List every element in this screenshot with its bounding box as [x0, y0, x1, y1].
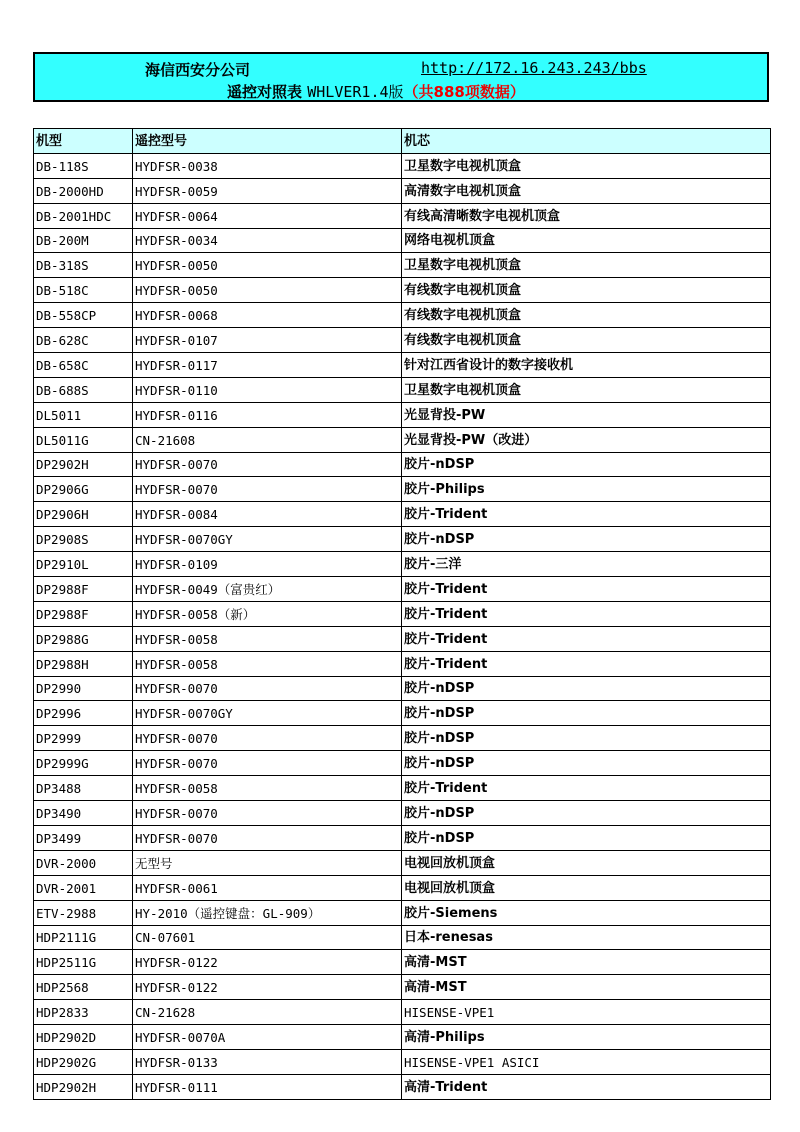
table-row	[34, 328, 771, 353]
cell-chassis: 有线高清晰数字电视机顶盒	[402, 203, 771, 228]
cell-remote: HYDFSR-0068	[133, 303, 402, 328]
cell-model: HDP2511G	[34, 950, 133, 975]
cell-remote: HYDFSR-0111	[133, 1074, 402, 1099]
cell-chassis: 卫星数字电视机顶盒	[402, 377, 771, 402]
cell-chassis: 胶片-Philips	[402, 477, 771, 502]
cell-chassis: 胶片-Trident	[402, 601, 771, 626]
cell-chassis: 针对江西省设计的数字接收机	[402, 353, 771, 378]
table-row	[34, 676, 771, 701]
cell-remote: HYDFSR-0122	[133, 975, 402, 1000]
cell-model: DP2908S	[34, 527, 133, 552]
cell-remote: HYDFSR-0050	[133, 278, 402, 303]
cell-model: HDP2111G	[34, 925, 133, 950]
table-row	[34, 626, 771, 651]
cell-remote: HYDFSR-0064	[133, 203, 402, 228]
table-row	[34, 153, 771, 178]
cell-model: DB-558CP	[34, 303, 133, 328]
cell-model: DVR-2000	[34, 850, 133, 875]
cell-model: DB-200M	[34, 228, 133, 253]
cell-model: DP2988F	[34, 577, 133, 602]
cell-remote: HYDFSR-0122	[133, 950, 402, 975]
table-row	[34, 178, 771, 203]
table-row	[34, 452, 771, 477]
cell-chassis: 高清-Philips	[402, 1025, 771, 1050]
cell-chassis: 卫星数字电视机顶盒	[402, 153, 771, 178]
cell-model: DB-318S	[34, 253, 133, 278]
table-row	[34, 377, 771, 402]
table-row	[34, 875, 771, 900]
table-row	[34, 253, 771, 278]
cell-chassis: 日本-renesas	[402, 925, 771, 950]
cell-model: DP2990	[34, 676, 133, 701]
table-row	[34, 353, 771, 378]
table-body	[34, 153, 771, 1099]
cell-remote: HYDFSR-0070	[133, 801, 402, 826]
table-row	[34, 303, 771, 328]
table-row	[34, 801, 771, 826]
cell-remote: HYDFSR-0070	[133, 477, 402, 502]
table-row	[34, 726, 771, 751]
cell-model: DP2988G	[34, 626, 133, 651]
cell-chassis: 胶片-nDSP	[402, 825, 771, 850]
company-name: 海信西安分公司	[145, 61, 251, 79]
cell-remote: HYDFSR-0061	[133, 875, 402, 900]
cell-model: DP3499	[34, 825, 133, 850]
cell-chassis: 胶片-Trident	[402, 776, 771, 801]
cell-model: DB-518C	[34, 278, 133, 303]
cell-remote: CN-21608	[133, 427, 402, 452]
cell-chassis: 胶片-nDSP	[402, 527, 771, 552]
table-row	[34, 427, 771, 452]
cell-model: DP2902H	[34, 452, 133, 477]
record-count: （共888项数据）	[403, 83, 525, 101]
table-row	[34, 825, 771, 850]
cell-model: DB-688S	[34, 377, 133, 402]
cell-model: DP3490	[34, 801, 133, 826]
table-row	[34, 1074, 771, 1099]
cell-remote: HYDFSR-0107	[133, 328, 402, 353]
table-row	[34, 950, 771, 975]
cell-chassis: 胶片-Trident	[402, 502, 771, 527]
cell-model: DP2999G	[34, 751, 133, 776]
cell-remote: HYDFSR-0070A	[133, 1025, 402, 1050]
table-row	[34, 651, 771, 676]
table-row	[34, 751, 771, 776]
cell-model: DP2910L	[34, 552, 133, 577]
cell-model: DVR-2001	[34, 875, 133, 900]
cell-remote: HYDFSR-0070GY	[133, 701, 402, 726]
table-row	[34, 601, 771, 626]
cell-model: DB-628C	[34, 328, 133, 353]
table-row	[34, 1025, 771, 1050]
cell-chassis: 胶片-nDSP	[402, 751, 771, 776]
table-row	[34, 577, 771, 602]
cell-chassis: 有线数字电视机顶盒	[402, 328, 771, 353]
cell-remote: HYDFSR-0058	[133, 626, 402, 651]
cell-model: DP2988F	[34, 601, 133, 626]
cell-chassis: HISENSE-VPE1	[402, 1000, 771, 1025]
column-header-model: 机型	[34, 129, 133, 154]
cell-chassis: 网络电视机顶盒	[402, 228, 771, 253]
table-row	[34, 925, 771, 950]
cell-chassis: 胶片-nDSP	[402, 701, 771, 726]
column-header-remote: 遥控型号	[133, 129, 402, 154]
cell-chassis: HISENSE-VPE1 ASICI	[402, 1049, 771, 1074]
cell-remote: HYDFSR-0038	[133, 153, 402, 178]
table-row	[34, 203, 771, 228]
cell-chassis: 光显背投-PW	[402, 402, 771, 427]
cell-remote: HYDFSR-0070	[133, 751, 402, 776]
table-row	[34, 402, 771, 427]
cell-remote: HYDFSR-0058（新）	[133, 601, 402, 626]
table-row	[34, 1049, 771, 1074]
cell-remote: HYDFSR-0058	[133, 776, 402, 801]
title-prefix: 遥控对照表	[227, 83, 303, 101]
cell-model: HDP2568	[34, 975, 133, 1000]
cell-chassis: 有线数字电视机顶盒	[402, 303, 771, 328]
cell-chassis: 电视回放机顶盒	[402, 875, 771, 900]
cell-model: DB-2001HDC	[34, 203, 133, 228]
table-row	[34, 900, 771, 925]
document-header	[33, 52, 769, 102]
cell-remote: HYDFSR-0050	[133, 253, 402, 278]
cell-model: DL5011G	[34, 427, 133, 452]
cell-model: DB-118S	[34, 153, 133, 178]
remote-lookup-table	[33, 128, 771, 1100]
table-row	[34, 1000, 771, 1025]
cell-chassis: 胶片-三洋	[402, 552, 771, 577]
cell-model: HDP2833	[34, 1000, 133, 1025]
cell-remote: HYDFSR-0110	[133, 377, 402, 402]
cell-remote: HYDFSR-0034	[133, 228, 402, 253]
cell-model: DL5011	[34, 402, 133, 427]
cell-remote: CN-21628	[133, 1000, 402, 1025]
cell-remote: HYDFSR-0084	[133, 502, 402, 527]
cell-remote: HYDFSR-0070	[133, 726, 402, 751]
cell-model: HDP2902H	[34, 1074, 133, 1099]
cell-model: DB-2000HD	[34, 178, 133, 203]
table-header-row	[34, 129, 771, 154]
document-title	[227, 81, 525, 102]
cell-chassis: 高清数字电视机顶盒	[402, 178, 771, 203]
table-row	[34, 776, 771, 801]
table-row	[34, 278, 771, 303]
cell-chassis: 胶片-nDSP	[402, 801, 771, 826]
cell-model: DP2906H	[34, 502, 133, 527]
cell-chassis: 高清-Trident	[402, 1074, 771, 1099]
cell-chassis: 胶片-nDSP	[402, 726, 771, 751]
cell-model: DP2996	[34, 701, 133, 726]
table-row	[34, 701, 771, 726]
cell-remote: HY-2010（遥控键盘：GL-909）	[133, 900, 402, 925]
cell-chassis: 胶片-nDSP	[402, 676, 771, 701]
cell-remote: HYDFSR-0058	[133, 651, 402, 676]
version-label: WHLVER1.4版	[307, 83, 404, 101]
cell-chassis: 胶片-Siemens	[402, 900, 771, 925]
cell-remote: HYDFSR-0116	[133, 402, 402, 427]
cell-chassis: 高清-MST	[402, 950, 771, 975]
table-row	[34, 527, 771, 552]
cell-remote: HYDFSR-0049（富贵红）	[133, 577, 402, 602]
cell-chassis: 有线数字电视机顶盒	[402, 278, 771, 303]
table-row	[34, 975, 771, 1000]
cell-remote: 无型号	[133, 850, 402, 875]
cell-remote: HYDFSR-0117	[133, 353, 402, 378]
cell-remote: HYDFSR-0059	[133, 178, 402, 203]
table-row	[34, 228, 771, 253]
bbs-link[interactable]: http://172.16.243.243/bbs	[421, 59, 647, 77]
cell-model: DP3488	[34, 776, 133, 801]
table-row	[34, 477, 771, 502]
cell-model: DP2906G	[34, 477, 133, 502]
table-row	[34, 552, 771, 577]
cell-chassis: 胶片-Trident	[402, 577, 771, 602]
table-row	[34, 850, 771, 875]
cell-remote: HYDFSR-0070	[133, 452, 402, 477]
cell-chassis: 电视回放机顶盒	[402, 850, 771, 875]
cell-model: HDP2902G	[34, 1049, 133, 1074]
cell-model: DP2999	[34, 726, 133, 751]
cell-remote: HYDFSR-0109	[133, 552, 402, 577]
cell-remote: HYDFSR-0133	[133, 1049, 402, 1074]
cell-model: DP2988H	[34, 651, 133, 676]
cell-remote: CN-07601	[133, 925, 402, 950]
cell-chassis: 胶片-Trident	[402, 626, 771, 651]
cell-remote: HYDFSR-0070	[133, 825, 402, 850]
cell-chassis: 光显背投-PW（改进）	[402, 427, 771, 452]
cell-chassis: 卫星数字电视机顶盒	[402, 253, 771, 278]
column-header-chassis: 机芯	[402, 129, 771, 154]
cell-model: HDP2902D	[34, 1025, 133, 1050]
cell-model: DB-658C	[34, 353, 133, 378]
table-row	[34, 502, 771, 527]
cell-remote: HYDFSR-0070	[133, 676, 402, 701]
cell-model: ETV-2988	[34, 900, 133, 925]
cell-remote: HYDFSR-0070GY	[133, 527, 402, 552]
cell-chassis: 高清-MST	[402, 975, 771, 1000]
cell-chassis: 胶片-Trident	[402, 651, 771, 676]
cell-chassis: 胶片-nDSP	[402, 452, 771, 477]
